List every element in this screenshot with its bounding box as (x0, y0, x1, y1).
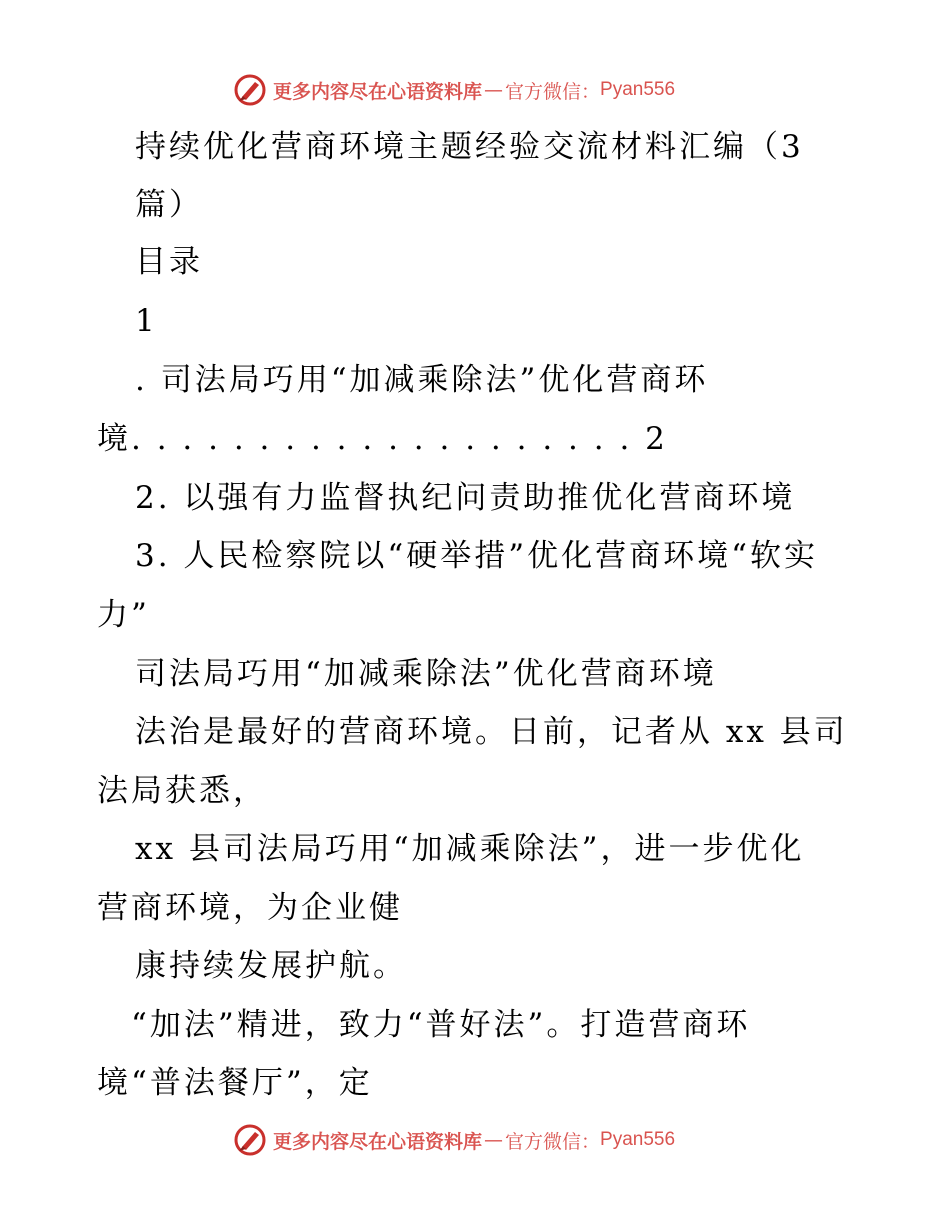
paragraph-line: “加法”精进，致力“普好法”。打造营商环 (131, 1007, 751, 1043)
toc-heading: 目录 (135, 244, 203, 280)
watermark-wechat-id: Pyan556 (600, 1129, 676, 1150)
watermark-wechat-label: 官方微信： (505, 80, 601, 103)
watermark-banner-top (233, 72, 713, 108)
toc-item-1: . 司法局巧用“加减乘除法”优化营商环 (135, 362, 709, 398)
watermark-main-text: 更多内容尽在心语资料库 (273, 80, 483, 103)
pen-seal-logo-icon (233, 1123, 267, 1157)
watermark-separator: — (484, 79, 504, 101)
toc-item-2: 2. 以强有力监督执纪问责助推优化营商环境 (135, 480, 796, 516)
toc-item-1-leader: 境. . . . . . . . . . . . . . . . . . . . 2 (97, 421, 668, 457)
paragraph-line: 法局获悉， (97, 773, 267, 809)
watermark-separator: — (484, 1129, 504, 1151)
paragraph-line: 境“普法餐厅”，定 (97, 1065, 373, 1101)
paragraph-line: xx 县司法局巧用“加减乘除法”，进一步优化 (135, 831, 805, 867)
watermark-main-text: 更多内容尽在心语资料库 (273, 1130, 483, 1153)
section-heading: 司法局巧用“加减乘除法”优化营商环境 (135, 656, 717, 692)
watermark-banner-bottom (233, 1122, 713, 1158)
watermark-wechat-label: 官方微信： (505, 1130, 601, 1153)
toc-number: 1 (135, 303, 158, 339)
paragraph-line: 康持续发展护航。 (135, 948, 407, 984)
toc-item-3: 3. 人民检察院以“硬举措”优化营商环境“软实 (135, 538, 818, 574)
toc-item-3-cont: 力” (97, 597, 150, 633)
paragraph-line: 法治是最好的营商环境。日前，记者从 xx 县司 (135, 714, 848, 750)
doc-title-line-2: 篇） (135, 187, 203, 223)
paragraph-line: 营商环境，为企业健 (97, 890, 403, 926)
doc-title-line-1: 持续优化营商环境主题经验交流材料汇编（3 (135, 129, 804, 165)
watermark-wechat-id: Pyan556 (600, 79, 676, 100)
pen-seal-logo-icon (233, 73, 267, 107)
